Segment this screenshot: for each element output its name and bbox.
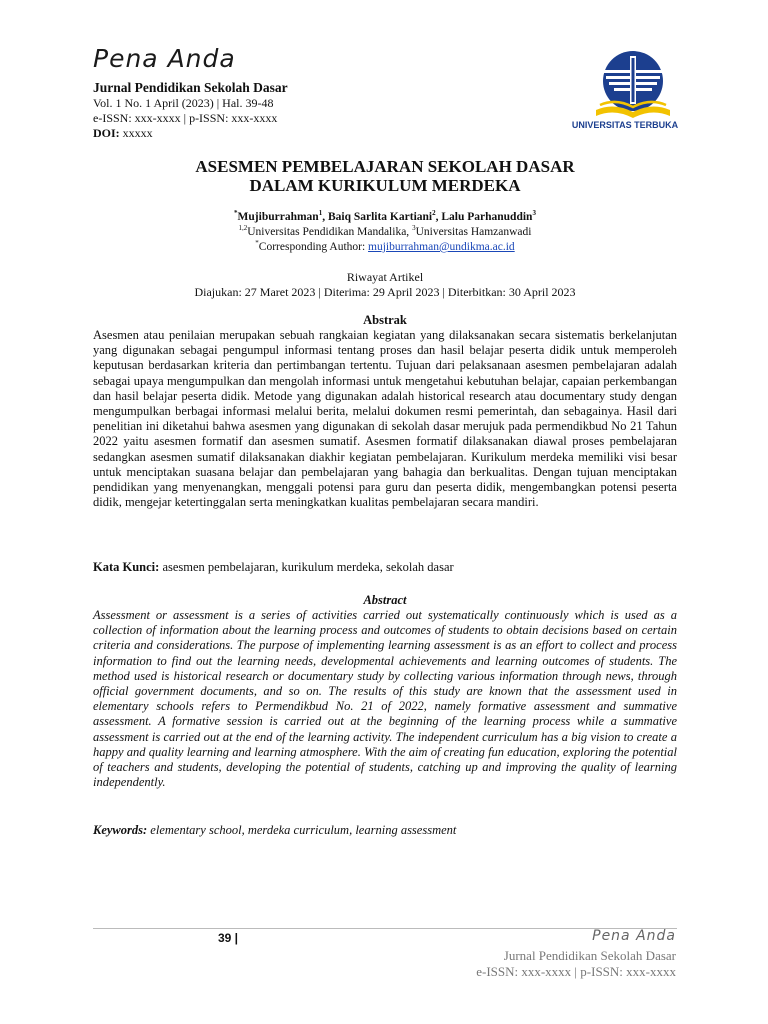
abstrak-heading: Abstrak <box>363 313 407 327</box>
footer-issn: e-ISSN: xxx-xxxx | p-ISSN: xxx-xxxx <box>476 964 676 979</box>
journal-name: Pena Anda <box>93 44 236 73</box>
corresponding-author: *Corresponding Author: mujiburrahman@undikma.ac.id <box>255 239 515 253</box>
kata-kunci <box>93 560 677 575</box>
kata-kunci-label: Kata Kunci: <box>93 560 160 574</box>
kata-kunci-values: asesmen pembelajaran, kurikulum merdeka, sekolah dasar <box>162 560 454 574</box>
doi-info <box>93 126 153 141</box>
author-2: Baiq Sarlita Kartiani <box>327 211 433 223</box>
history-heading: Riwayat Artikel <box>346 270 424 284</box>
affiliations: $^{1,2}$Universitas Pendidikan Mandalika, $^3$Universitas Hamzanwadi <box>238 224 532 238</box>
university-logo-text: UNIVERSITAS TERBUKA <box>571 120 679 130</box>
author-1: Mujiburrahman <box>237 211 319 223</box>
journal-subtitle: Jurnal Pendidikan Sekolah Dasar <box>93 80 288 95</box>
title-line-1: ASESMEN PEMBELAJARAN SEKOLAH DASAR <box>195 157 575 176</box>
volume-info: Vol. 1 No. 1 April (2023) | Hal. 39-48 <box>93 96 274 110</box>
doi-label: DOI: <box>93 126 120 140</box>
author-3: Lalu Parhanuddin <box>441 211 533 223</box>
keywords-values: elementary school, merdeka curriculum, learning assessment <box>150 823 457 837</box>
issn-info: e-ISSN: xxx-xxxx | p-ISSN: xxx-xxxx <box>93 111 278 125</box>
title-line-2: DALAM KURIKULUM MERDEKA <box>249 176 521 195</box>
keywords-label: Keywords: <box>93 823 148 837</box>
affiliation-2: Universitas Hamzanwadi <box>415 226 532 238</box>
affiliation-1: Universitas Pendidikan Mandalika, <box>247 226 413 238</box>
footer-divider <box>93 928 677 929</box>
abstract-body: Assessment or assessment is a series of activities carried out systematically continuously which is used as a collection of information about the learning process and outcomes of students to obtain decisions based on certain criteria and considerations. The purpose of implementing learning assessment is as an effort to collect and process information to find out the learning needs, developmental achievements and learning outcomes of students. The method used is historical research or documentary study by collecting various information through news, through official government documents, and so on. The results of this study are known that the assessment used in elementary schools refers to Permendikbud No. 21 of 2022, namely formative assessment and summative assessment. A formative session is carried out at the beginning of the learning process while a summative assessment is carried out at the end of the learning activity. The independent curriculum has a big vision to create a happy and quality learning and learning atmosphere. With the aim of creating fun education, exploring the potential of teachers and students, developing the potential of students, catching up and improving the quality of learning independently. <box>93 608 677 790</box>
author-list: *Mujiburrahman$^1$, Baiq Sarlita Kartiani$^2$, Lalu Parhanuddin$^3$ <box>234 209 536 223</box>
footer-journal-name: Pena Anda <box>592 928 676 944</box>
page-number: 39 | <box>218 931 239 945</box>
doi-value: xxxxx <box>122 126 153 140</box>
abstrak-body: Asesmen atau penilaian merupakan sebuah rangkaian kegiatan yang dilaksanakan secara sistematis berkelanjutan yang digunakan sebagai pengumpul informasi tentang proses dan hasil belajar peserta didik untuk memperoleh keputusan berdasarkan kriteria dan pertimbangan tertentu. Tujuan dari pelaksanaan asesmen pembelajaran adalah sebagai upaya mengumpulkan dan mengolah informasi untuk mengetahui kebutuhan belajar, capaian perkembangan dan hasil belajar peserta didik. Metode yang digunakan adalah historical research atau documentary study dengan mengumpulkan berbagai informasi melalui berita, melalui dokumen resmi pemerintah, dan sebagainya. Hasil dari penelitian ini diketahui bahwa asesmen yang digunakan di sekolah dasar merujuk pada permendikbud No 21 Tahun 2022 yaitu asesmen formatif dan asesmen sumatif. Asesmen formatif dilaksanakan diawal proses pembelajaran sedangkan asesmen sumatif dilaksanakan diakhir kegiatan pembelajaran. Kurikulum merdeka memiliki visi besar untuk menciptakan suasana belajar dan pembelajaran yang bahagia dan berkualitas. Dengan tujuan menciptakan pendidikan yang menyenangkan, menggali potensi para guru dan peserta didik, mengembangkan potensi peserta didik, mengejar ketertinggalan serta meningkatkan kualitas pembelajaran secara mandiri. <box>93 328 677 510</box>
footer-journal-subtitle: Jurnal Pendidikan Sekolah Dasar <box>503 948 676 963</box>
keywords <box>93 823 677 838</box>
article-history: Diajukan: 27 Maret 2023 | Diterima: 29 April 2023 | Diterbitkan: 30 April 2023 <box>194 285 576 299</box>
corresponding-email-link[interactable]: mujiburrahman@undikma.ac.id <box>368 241 515 253</box>
article-title <box>93 157 677 195</box>
corresponding-label: Corresponding Author: <box>258 241 369 253</box>
abstract-heading: Abstract <box>363 593 407 607</box>
